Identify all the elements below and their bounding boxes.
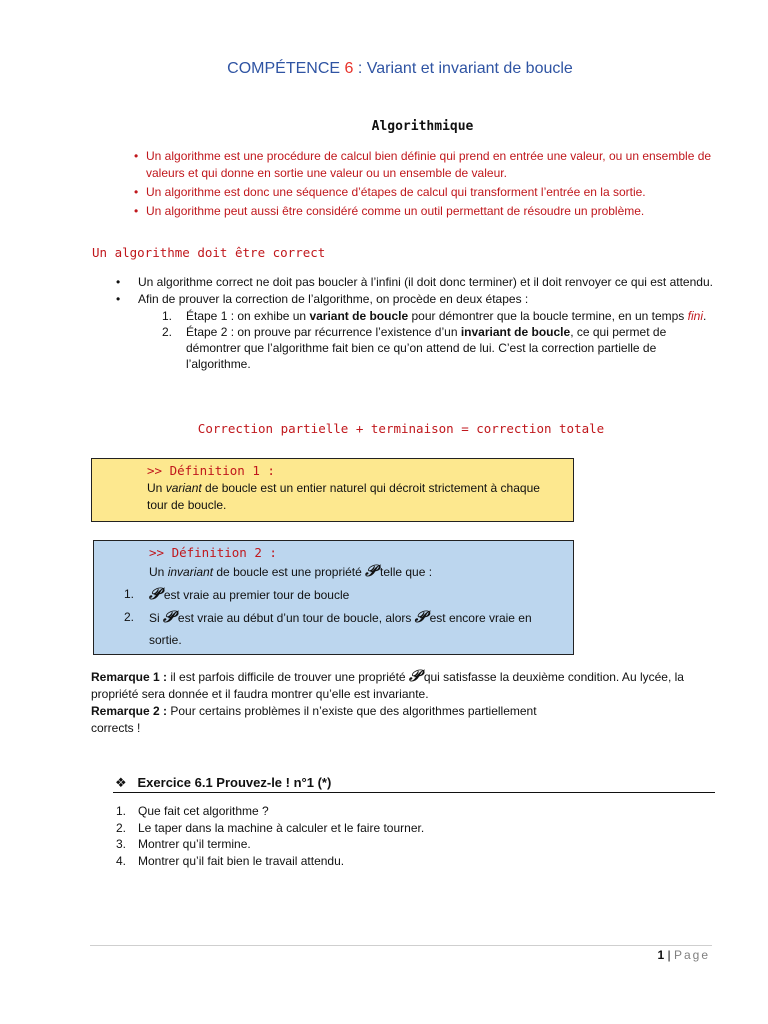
definition-2-text: Un invariant de boucle est une propriété 𝒫 telle que : bbox=[149, 561, 433, 580]
list-item: • Un algorithme est donc une séquence d’étapes de calcul qui transforment l’entrée en la sortie. bbox=[134, 185, 646, 199]
step-1: 1. Étape 1 : on exhibe un variant de boucle pour démontrer que la boucle termine, en un temps fini. bbox=[162, 309, 707, 323]
section-heading-algorithmique: Algorithmique bbox=[371, 119, 474, 134]
correctness-list bbox=[116, 274, 716, 373]
bullet-icon: • bbox=[134, 149, 139, 163]
algorithm-definitions-list bbox=[132, 148, 722, 222]
list-item: • Un algorithme peut aussi être considéré comme un outil permettant de résoudre un problème. bbox=[134, 204, 645, 218]
page-number: 1 bbox=[657, 948, 665, 962]
remark-2: Remarque 2 : Pour certains problèmes il n’existe que des algorithmes partiellement corrects ! bbox=[91, 704, 537, 735]
bullet-icon: • bbox=[116, 292, 121, 306]
definition-1-text: Un variant de boucle est un entier naturel qui décroit strictement à chaque tour de boucle. bbox=[147, 481, 540, 512]
exercise-questions bbox=[116, 803, 676, 869]
list-item: 4. Montrer qu’il fait bien le travail attendu. bbox=[116, 853, 345, 868]
property-p-symbol: 𝒫 bbox=[149, 584, 161, 603]
definition-1-box bbox=[91, 458, 574, 522]
remarks bbox=[91, 667, 711, 737]
list-item: 2. Le taper dans la machine à calculer et le faire tourner. bbox=[116, 820, 425, 835]
list-item: • Un algorithme correct ne doit pas boucler à l’infini (il doit donc terminer) et il doit renvoyer ce qui est attendu. bbox=[116, 275, 713, 289]
list-item: 1. Que fait cet algorithme ? bbox=[116, 804, 269, 818]
property-p-symbol: 𝒫 bbox=[163, 607, 175, 626]
property-p-symbol: 𝒫 bbox=[365, 561, 377, 580]
list-item: • Un algorithme est une procédure de calcul bien définie qui prend en entrée une valeur, ou un ensemble de valeurs et qui donne en sortie une valeur ou un ensemble de valeur. bbox=[134, 149, 712, 180]
bullet-icon: • bbox=[134, 204, 139, 218]
definition-2-heading: >> Définition 2 : bbox=[149, 545, 277, 560]
exercise-heading: ❖ Exercice 6.1 Prouvez-le ! n°1 (*) bbox=[115, 775, 332, 790]
remark-1: Remarque 1 : il est parfois difficile de trouver une propriété 𝒫 qui satisfasse la deuxième condition. Au lycée, la propriété sera donnée et il faudra montrer qu’elle est invariante. bbox=[91, 666, 684, 701]
page-footer: 1 | Page bbox=[657, 948, 710, 962]
bullet-icon: • bbox=[134, 185, 139, 199]
list-item: 3. Montrer qu’il termine. bbox=[116, 837, 251, 851]
correction-formula: Correction partielle + terminaison = correction totale bbox=[197, 421, 605, 436]
correct-heading: Un algorithme doit être correct bbox=[92, 245, 326, 260]
property-p-symbol: 𝒫 bbox=[414, 607, 427, 626]
exercise-underline bbox=[113, 792, 715, 793]
definition-2-box bbox=[93, 540, 574, 655]
page-title: COMPÉTENCE 6 : Variant et invariant de boucle bbox=[227, 60, 573, 77]
definition-1-heading: >> Définition 1 : bbox=[147, 463, 275, 478]
footer-divider bbox=[90, 945, 712, 946]
bullet-icon: • bbox=[116, 275, 121, 289]
definition-2-conditions bbox=[124, 583, 564, 651]
condition-1: 1. 𝒫 est vraie au premier tour de boucle bbox=[124, 584, 350, 603]
step-2: 2. Étape 2 : on prouve par récurrence l’existence d’un invariant de boucle, ce qui permet de démontrer que l’algorithme fait bien ce qu’on attend de lui. C’est la correction partielle de l’algorithme. bbox=[162, 325, 667, 371]
property-p-symbol: 𝒫 bbox=[408, 666, 421, 685]
diamond-bullet-icon: ❖ bbox=[115, 775, 127, 790]
list-item: • Afin de prouver la correction de l’algorithme, on procède en deux étapes : 1. Étape 1 : on exhibe un variant de boucle pour démontrer que la boucle termine, en un temps fini. 2. Étape 2 : on prouve par récurrence l’existence d’un invariant de boucle, ce qui permet de démontrer que l’algorithme fait bien ce qu’on attend de lui. C’est la correction partielle de l’algorithme. bbox=[116, 291, 716, 372]
steps-list bbox=[138, 308, 716, 372]
condition-2: 2. Si 𝒫 est vraie au début d’un tour de boucle, alors 𝒫 est encore vraie en sortie. bbox=[124, 607, 532, 647]
competence-number: 6 bbox=[344, 60, 354, 77]
